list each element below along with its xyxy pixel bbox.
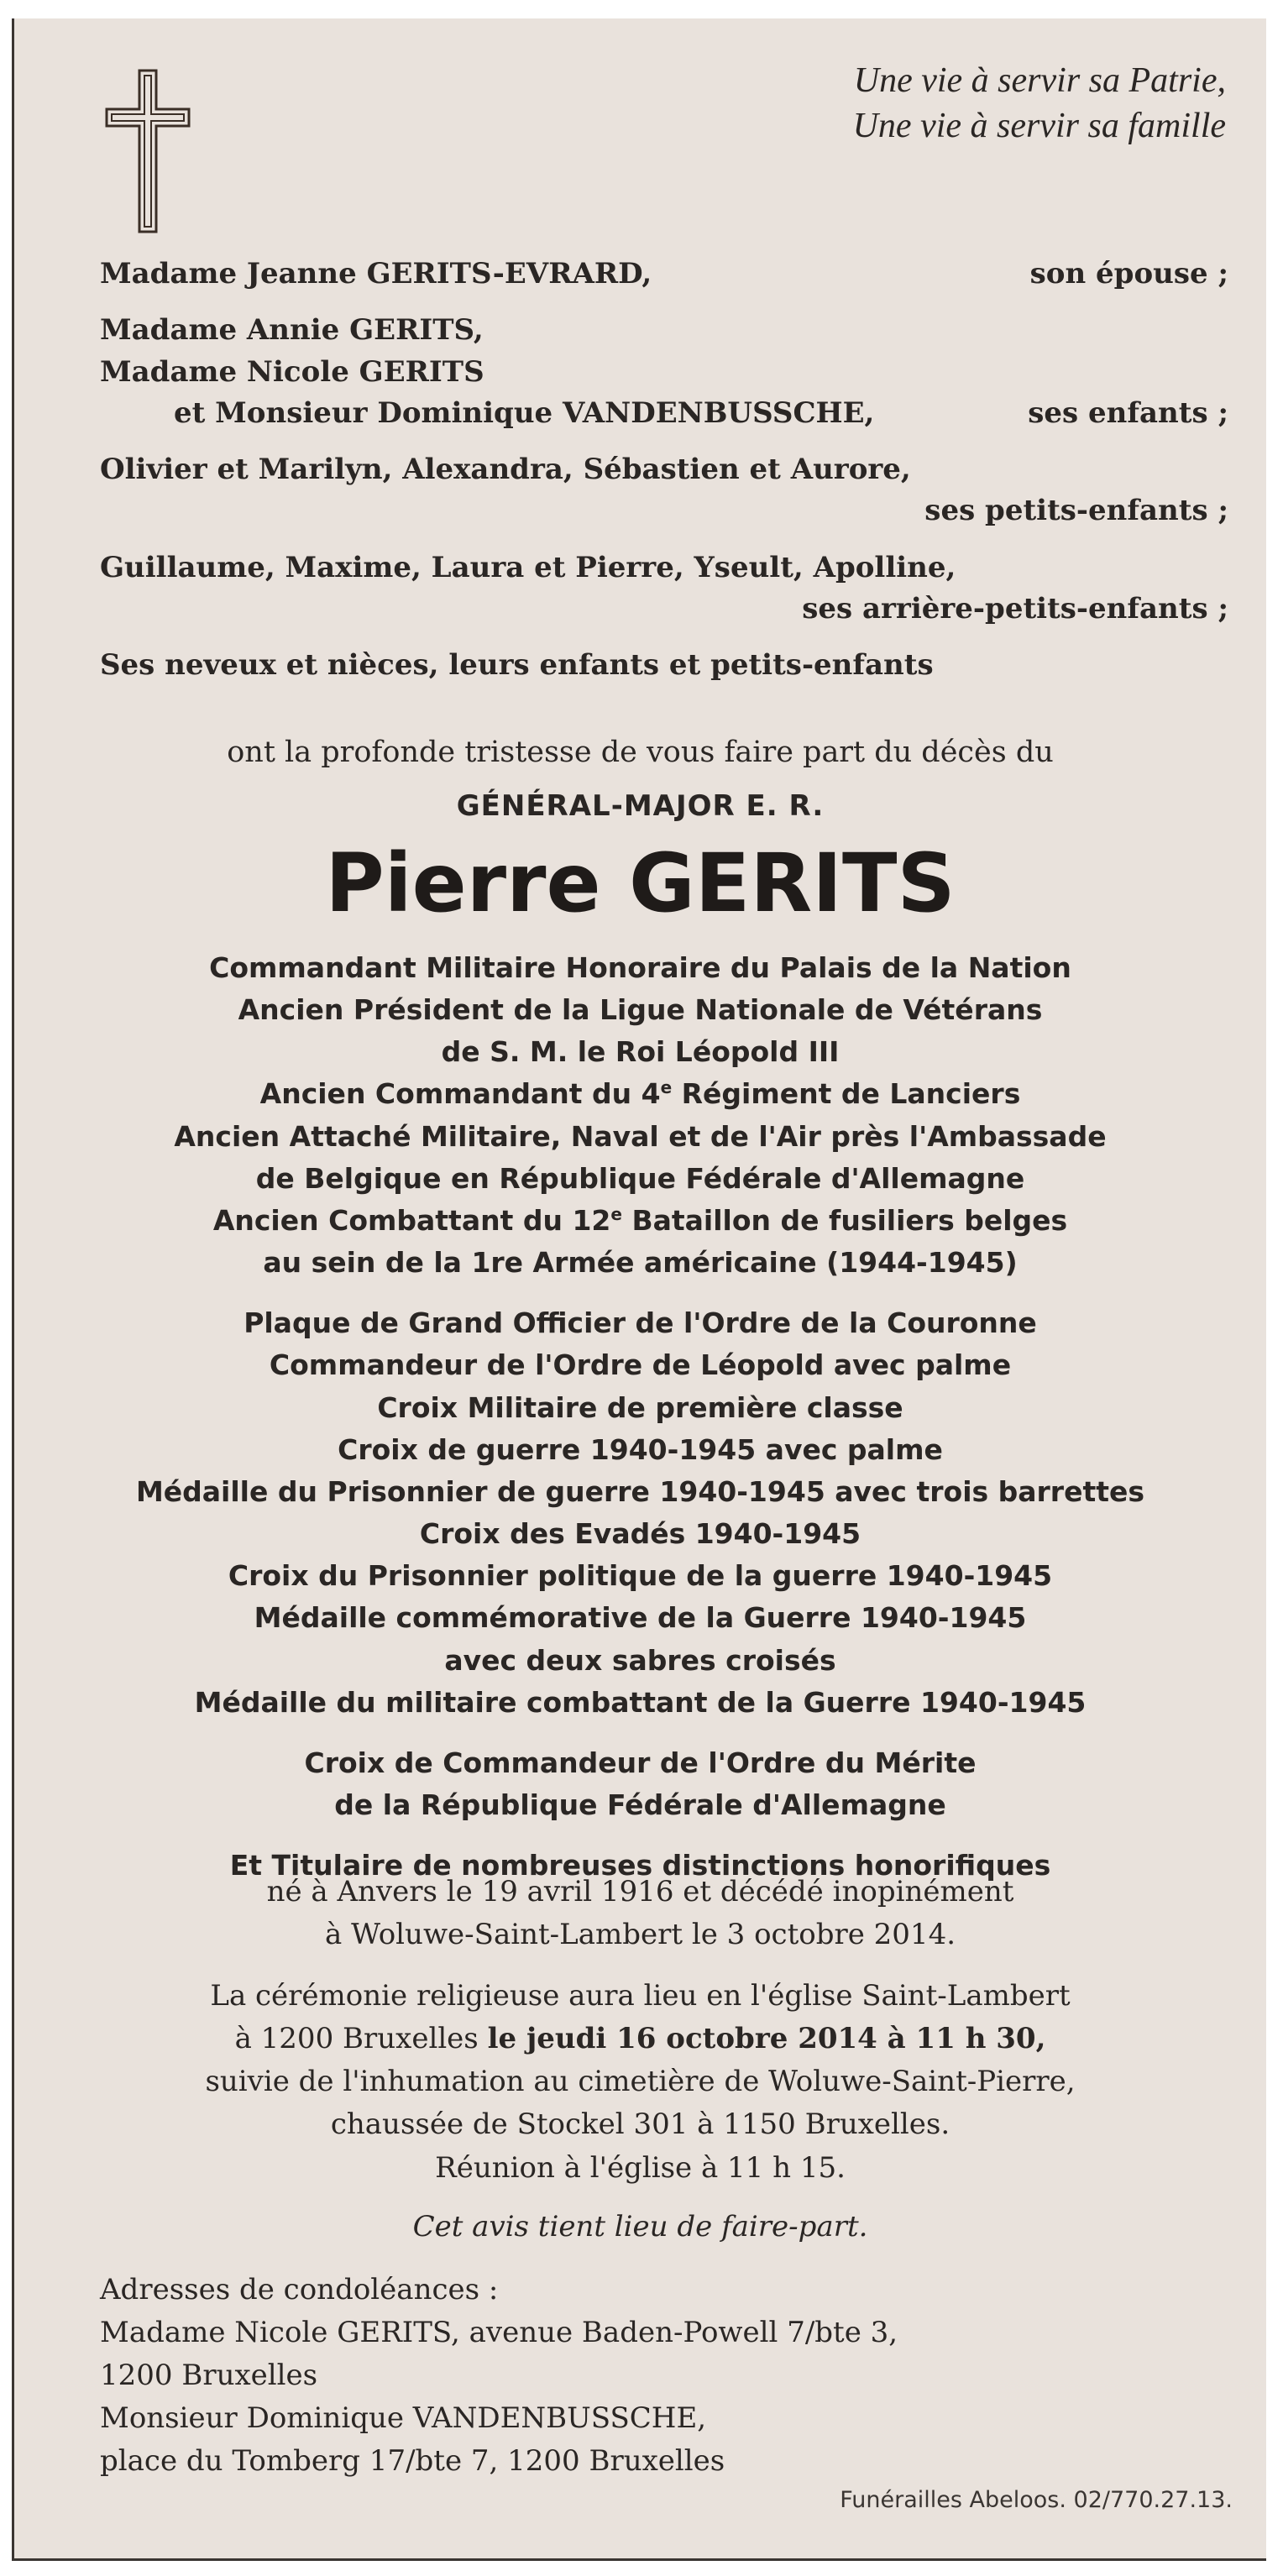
ceremony-line: à 1200 Bruxelles le jeudi 16 octobre 2014 à 11 h 30, — [234, 2022, 1046, 2055]
child-name: et Monsieur Dominique VANDENBUSSCHE, — [174, 395, 875, 430]
address-line: 1200 Bruxelles — [100, 2359, 318, 2392]
title-line: de Belgique en République Fédérale d'Allemagne — [255, 1161, 1025, 1195]
title-line: Croix de guerre 1940-1945 avec palme — [338, 1432, 943, 1466]
child-name: Madame Nicole GERITS — [100, 354, 484, 389]
spouse-block — [100, 254, 1228, 295]
title-line: Croix du Prisonnier politique de la guerre 1940-1945 — [228, 1559, 1053, 1593]
address-line: Madame Nicole GERITS, avenue Baden-Powell 7/bte 3, — [100, 2316, 898, 2349]
child-name: Madame Annie GERITS, — [100, 313, 484, 348]
spouse-name: Madame Jeanne GERITS-EVRARD, — [100, 257, 652, 291]
condolence-addresses — [100, 2269, 1191, 2483]
decorations — [14, 1302, 1266, 1724]
motto — [853, 59, 1226, 149]
grandchildren-block — [100, 449, 1228, 532]
birth-death-info — [14, 1871, 1266, 1956]
title-line: Ancien Attaché Militaire, Naval et de l'Air près l'Ambassade — [174, 1119, 1107, 1153]
ceremony-info — [14, 1975, 1266, 2146]
title-line: Ancien Combattant du 12e Bataillon de fusiliers belges — [212, 1203, 1068, 1237]
family-list — [100, 254, 1228, 702]
title-line: Et Titulaire de nombreuses distinctions honorifiques — [229, 1849, 1051, 1882]
nephews-line: Ses neveux et nièces, leurs enfants et petits-enfants — [100, 648, 934, 683]
ceremony-line: suivie de l'inhumation au cimetière de Woluwe-Saint-Pierre, — [205, 2065, 1076, 2098]
motto-line: Une vie à servir sa Patrie, — [853, 61, 1226, 100]
ceremony-date: le jeudi 16 octobre 2014 à 11 h 30, — [487, 2022, 1046, 2055]
title-line: Ancien Commandant du 4e Régiment de Lanciers — [259, 1077, 1021, 1111]
great-grandchildren-block — [100, 547, 1228, 631]
funeral-home: Funérailles Abeloos. 02/770.27.13. — [840, 2487, 1233, 2513]
titles-and-distinctions — [14, 947, 1266, 1905]
career-titles — [14, 947, 1266, 1284]
birth-line: né à Anvers le 19 avril 1916 et décédé inopinément — [266, 1875, 1014, 1908]
title-line: Croix de Commandeur de l'Ordre du Mérite — [304, 1746, 977, 1779]
announcement-intro: ont la profonde tristesse de vous faire part du décès du — [227, 736, 1054, 769]
title-line: Croix Militaire de première classe — [377, 1390, 903, 1424]
title-line: Ancien Président de la Ligue Nationale de Vétérans — [238, 993, 1043, 1027]
title-line: Médaille du Prisonnier de guerre 1940-1945 avec trois barrettes — [135, 1474, 1145, 1508]
ceremony-line: chaussée de Stockel 301 à 1150 Bruxelles. — [330, 2107, 950, 2141]
foreign-decoration — [14, 1742, 1266, 1826]
children-block — [100, 310, 1228, 434]
address-line: place du Tomberg 17/bte 7, 1200 Bruxelles — [100, 2444, 725, 2478]
ceremony-line: La cérémonie religieuse aura lieu en l'église Saint-Lambert — [210, 1979, 1071, 2013]
title-line: Plaque de Grand Officier de l'Ordre de la Couronne — [244, 1306, 1037, 1340]
great-grandchildren-role: ses arrière-petits-enfants ; — [802, 592, 1228, 626]
grandchildren-role: ses petits-enfants ; — [924, 494, 1228, 528]
nephews-block — [100, 645, 1228, 686]
title-line: Commandeur de l'Ordre de Léopold avec palme — [269, 1348, 1012, 1382]
title-line: Médaille commémorative de la Guerre 1940-1945 — [254, 1601, 1027, 1635]
title-line: Médaille du militaire combattant de la Guerre 1940-1945 — [194, 1685, 1087, 1719]
motto-line: Une vie à servir sa famille — [852, 106, 1226, 145]
address-line: Monsieur Dominique VANDENBUSSCHE, — [100, 2401, 707, 2435]
reunion-info: Réunion à l'église à 11 h 15. — [435, 2151, 846, 2185]
great-grandchildren-names: Guillaume, Maxime, Laura et Pierre, Yseult, Apolline, — [100, 550, 956, 584]
addresses-heading: Adresses de condoléances : — [100, 2273, 499, 2306]
children-role: ses enfants ; — [1028, 395, 1228, 430]
notice-note: Cet avis tient lieu de faire-part. — [412, 2210, 868, 2244]
deceased-name: Pierre GERITS — [325, 836, 956, 930]
title-line: de S. M. le Roi Léopold III — [441, 1035, 840, 1069]
obituary-notice — [12, 18, 1266, 2561]
title-line: au sein de la 1re Armée américaine (1944-1945) — [263, 1246, 1018, 1280]
death-line: à Woluwe-Saint-Lambert le 3 octobre 2014. — [324, 1918, 956, 1951]
spouse-role: son épouse ; — [1029, 257, 1228, 291]
latin-cross-icon — [102, 67, 194, 235]
grandchildren-names: Olivier et Marilyn, Alexandra, Sébastien et Aurore, — [100, 453, 911, 487]
title-line: Croix des Evadés 1940-1945 — [419, 1517, 861, 1551]
title-line: avec deux sabres croisés — [444, 1643, 836, 1677]
title-line: Commandant Militaire Honoraire du Palais de la Nation — [209, 951, 1071, 984]
title-line: de la République Fédérale d'Allemagne — [334, 1788, 946, 1821]
military-rank: GÉNÉRAL-MAJOR E. R. — [456, 789, 825, 823]
